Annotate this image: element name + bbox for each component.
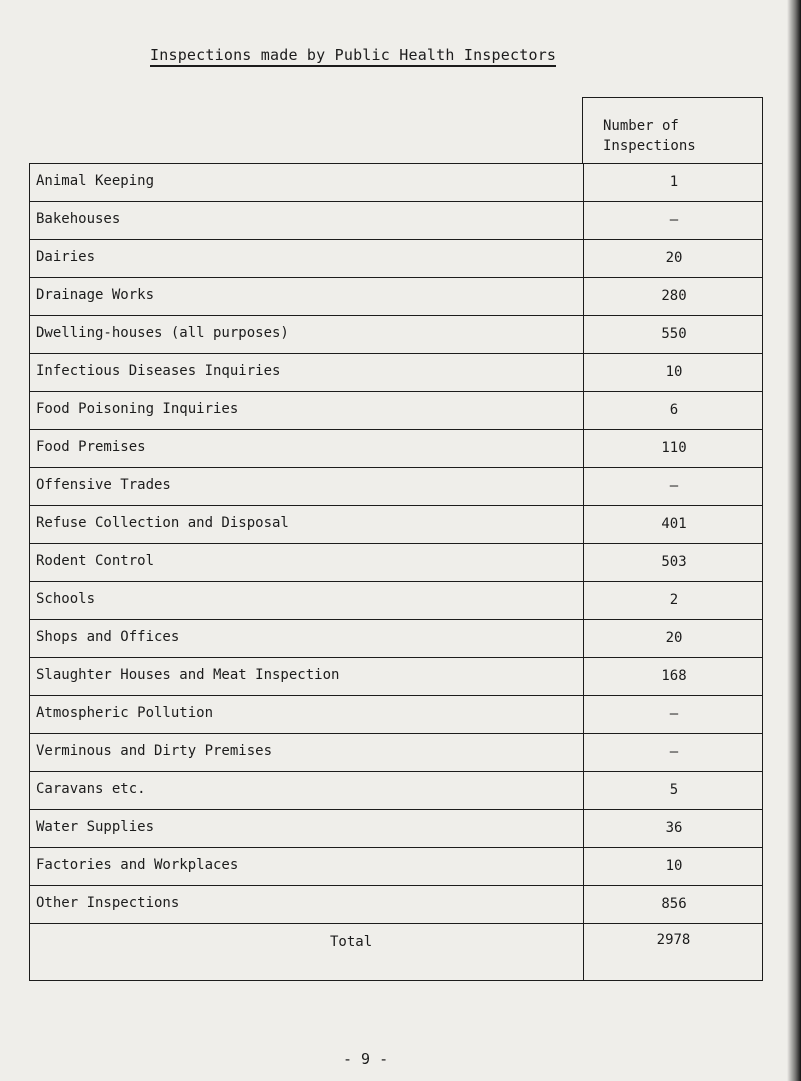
table-row <box>30 695 762 733</box>
row-value: 20 <box>583 240 764 277</box>
row-value: – <box>583 696 764 733</box>
row-value: 10 <box>583 354 764 391</box>
row-label: Verminous and Dirty Premises <box>36 743 273 759</box>
table-row <box>30 201 762 239</box>
row-label: Food Poisoning Inquiries <box>36 401 239 417</box>
row-label: Shops and Offices <box>36 629 180 645</box>
row-value: 36 <box>583 810 764 847</box>
row-label: Bakehouses <box>36 211 121 227</box>
row-value: 2 <box>583 582 764 619</box>
table-row <box>30 353 762 391</box>
row-label: Caravans etc. <box>36 781 146 797</box>
total-label: Total <box>330 934 373 950</box>
row-label: Factories and Workplaces <box>36 857 239 873</box>
table-row <box>30 429 762 467</box>
row-label: Drainage Works <box>36 287 155 303</box>
total-row <box>30 923 762 981</box>
row-value: 856 <box>583 886 764 923</box>
column-header-number-of-inspections <box>582 97 763 163</box>
row-label: Slaughter Houses and Meat Inspection <box>36 667 340 683</box>
table-row <box>30 391 762 429</box>
table-row <box>30 657 762 695</box>
row-label: Atmospheric Pollution <box>36 705 214 721</box>
row-value: 1 <box>583 164 764 201</box>
row-value: 401 <box>583 506 764 543</box>
row-value: 6 <box>583 392 764 429</box>
row-label: Infectious Diseases Inquiries <box>36 363 281 379</box>
row-label: Schools <box>36 591 96 607</box>
row-value: 110 <box>583 430 764 467</box>
table-row <box>30 315 762 353</box>
page-number: - 9 - <box>343 1050 389 1068</box>
column-header-line-1: Number of <box>603 118 679 134</box>
row-label: Dwelling-houses (all purposes) <box>36 325 289 341</box>
table-row <box>30 885 762 923</box>
table-row <box>30 505 762 543</box>
row-label: Animal Keeping <box>36 173 155 189</box>
row-label: Rodent Control <box>36 553 155 569</box>
row-value: – <box>583 468 764 505</box>
row-label: Refuse Collection and Disposal <box>36 515 289 531</box>
row-value: 503 <box>583 544 764 581</box>
table-row <box>30 467 762 505</box>
table-row <box>30 581 762 619</box>
table-row <box>30 619 762 657</box>
row-value: – <box>583 734 764 771</box>
table-row <box>30 847 762 885</box>
table-row <box>30 543 762 581</box>
row-value: 550 <box>583 316 764 353</box>
row-value: 280 <box>583 278 764 315</box>
row-value: 10 <box>583 848 764 885</box>
row-value: – <box>583 202 764 239</box>
table-row <box>30 277 762 315</box>
row-label: Other Inspections <box>36 895 180 911</box>
row-label: Offensive Trades <box>36 477 171 493</box>
page-title: Inspections made by Public Health Inspectors <box>150 46 556 67</box>
column-header-line-2: Inspections <box>603 138 696 154</box>
row-value: 20 <box>583 620 764 657</box>
inspections-table <box>29 163 763 981</box>
page-edge-shadow <box>787 0 801 1081</box>
row-value: 168 <box>583 658 764 695</box>
total-value: 2978 <box>583 924 763 980</box>
table-row <box>30 239 762 277</box>
table-row <box>30 163 762 201</box>
row-label: Dairies <box>36 249 96 265</box>
table-row <box>30 809 762 847</box>
row-value: 5 <box>583 772 764 809</box>
row-label: Water Supplies <box>36 819 155 835</box>
row-label: Food Premises <box>36 439 146 455</box>
table-row <box>30 771 762 809</box>
table-row <box>30 733 762 771</box>
